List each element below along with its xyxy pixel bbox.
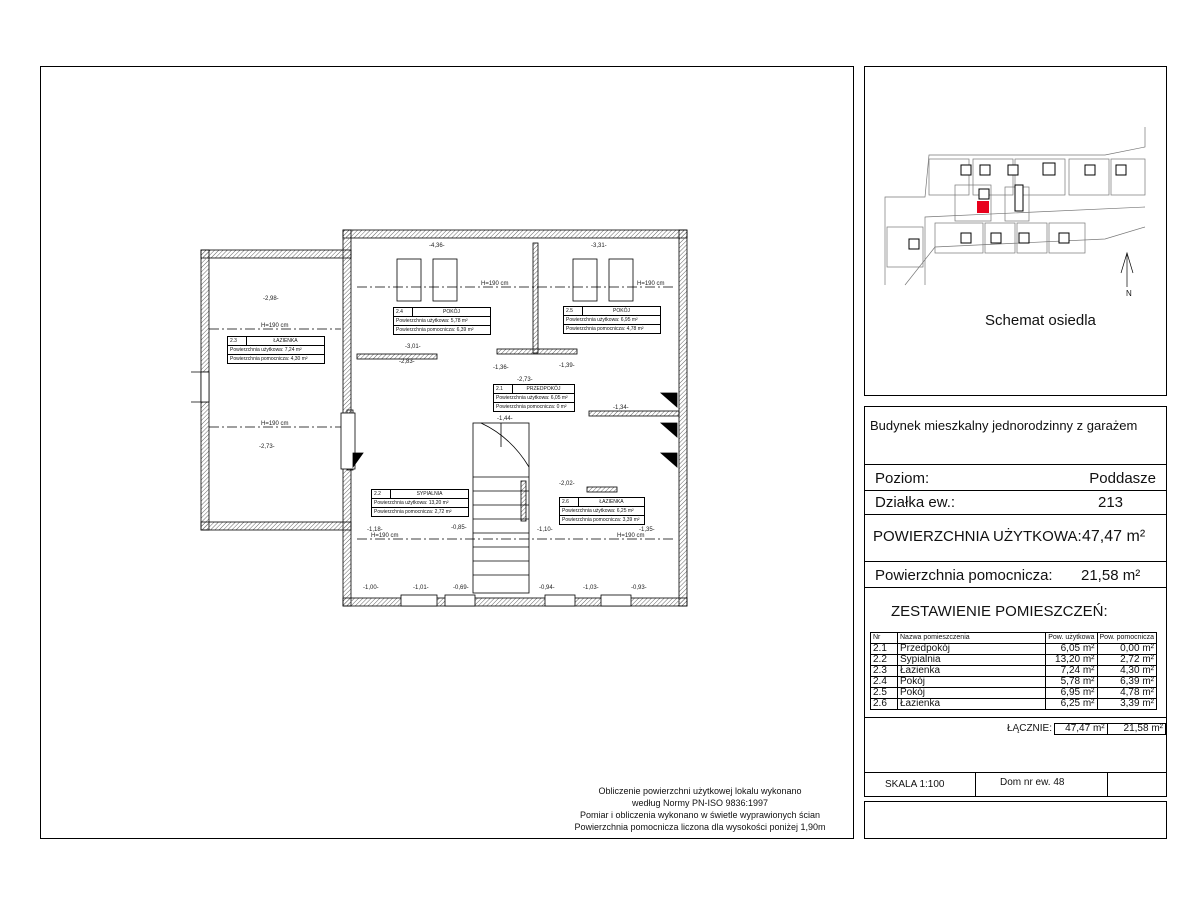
- note-line: Pomiar i obliczenia wykonano w świetle wyprawionych ścian: [579, 810, 821, 820]
- table-cell: 4,78 m²: [1097, 688, 1156, 699]
- auxiliary-area-label: Powierzchnia pomocnicza:: [875, 567, 1053, 584]
- scale-separator: [975, 772, 976, 797]
- plot-label: Działka ew.:: [875, 494, 956, 511]
- table-cell: Sypialnia: [898, 655, 1046, 666]
- table-cell: 6,05 m²: [1046, 644, 1097, 655]
- house-number: Dom nr ew. 48: [1000, 777, 1065, 788]
- column-header: Nr: [871, 633, 898, 644]
- floor-plan-frame: [40, 66, 854, 839]
- level-value: Poddasze: [1089, 470, 1156, 487]
- dimension-label: -0,93-: [631, 585, 647, 591]
- table-cell: 5,78 m²: [1046, 677, 1097, 688]
- table-cell: 6,95 m²: [1046, 688, 1097, 699]
- height-label: H=190 cm: [261, 421, 289, 427]
- total-auxiliary: 21,58 m²: [1107, 724, 1165, 735]
- table-cell: 2.5: [871, 688, 898, 699]
- table-cell: 7,24 m²: [1046, 666, 1097, 677]
- dimension-label: -1,36-: [493, 365, 509, 371]
- divider: [865, 717, 1166, 718]
- note-line: według Normy PN-ISO 9836:1997: [631, 798, 769, 808]
- room-table: [870, 632, 1157, 710]
- dimension-label: -1,35-: [639, 527, 655, 533]
- room-label-2-6: 2.6 ŁAZIENKA Powierzchnia użytkowa: 6,25 m² Powierzchnia pomocnicza: 3,39 m²: [559, 497, 645, 525]
- table-cell: Pokój: [898, 688, 1046, 699]
- site-map-frame: [864, 66, 1167, 396]
- divider: [865, 561, 1166, 562]
- level-label: Poziom:: [875, 470, 930, 487]
- table-cell: 2.1: [871, 644, 898, 655]
- north-label: N: [1126, 289, 1132, 298]
- dimension-label: -1,34-: [613, 405, 629, 411]
- dimension-label: -1,01-: [413, 585, 429, 591]
- table-cell: 2.4: [871, 677, 898, 688]
- usable-area-label: POWIERZCHNIA UŻYTKOWA:: [873, 528, 1082, 545]
- dimension-label: -2,73-: [517, 377, 533, 383]
- building-title: Budynek mieszkalny jednorodzinny z garażem: [870, 418, 1138, 433]
- calculation-note: [555, 785, 845, 833]
- table-cell: Łazienka: [898, 666, 1046, 677]
- height-label: H=190 cm: [637, 281, 665, 287]
- divider: [865, 514, 1166, 515]
- dimension-label: -1,03-: [583, 585, 599, 591]
- room-label-2-3: 2.3 ŁAZIENKA Powierzchnia użytkowa: 7,24 m² Powierzchnia pomocnicza: 4,30 m²: [227, 336, 325, 364]
- table-row: [871, 666, 1157, 677]
- room-label-2-2: 2.2 SYPIALNIA Powierzchnia użytkowa: 13,20 m² Powierzchnia pomocnicza: 2,72 m²: [371, 489, 469, 517]
- dimension-label: -0,85-: [451, 525, 467, 531]
- note-line: Obliczenie powierzchni użytkowej lokalu wykonano: [598, 786, 802, 796]
- table-row: [871, 644, 1157, 655]
- total-label: ŁĄCZNIE:: [1007, 723, 1053, 734]
- dimension-label: -1,39-: [559, 363, 575, 369]
- scale-separator: [1107, 772, 1108, 797]
- room-list-title: ZESTAWIENIE POMIESZCZEŃ:: [891, 603, 1108, 620]
- table-header-row: [871, 633, 1157, 644]
- dimension-label: -2,73-: [259, 444, 275, 450]
- dimension-label: -2,98-: [263, 296, 279, 302]
- table-cell: 4,30 m²: [1097, 666, 1156, 677]
- table-cell: 2.3: [871, 666, 898, 677]
- divider: [865, 490, 1166, 491]
- totals-table: [1005, 723, 1166, 735]
- divider: [865, 772, 1166, 773]
- total-usable: 47,47 m²: [1055, 724, 1108, 735]
- table-row: [871, 655, 1157, 666]
- table-cell: Łazienka: [898, 699, 1046, 710]
- table-cell: 2.6: [871, 699, 898, 710]
- column-header: Pow. pomocnicza: [1097, 633, 1156, 644]
- dimension-label: -3,01-: [405, 344, 421, 350]
- footer-frame: [864, 801, 1167, 839]
- divider: [865, 587, 1166, 588]
- dimension-label: -1,18-: [367, 527, 383, 533]
- table-row: [871, 688, 1157, 699]
- table-cell: Przedpokój: [898, 644, 1046, 655]
- dimension-label: -0,69-: [453, 585, 469, 591]
- title-block-frame: [864, 406, 1167, 797]
- height-label: H=190 cm: [371, 533, 399, 539]
- auxiliary-area-value: 21,58 m²: [1081, 567, 1141, 584]
- site-plan-sketch: [865, 67, 1166, 395]
- table-cell: 3,39 m²: [1097, 699, 1156, 710]
- table-cell: 2.2: [871, 655, 898, 666]
- room-label-2-4: 2.4 POKÓJ Powierzchnia użytkowa: 5,78 m² Powierzchnia pomocnicza: 6,39 m²: [393, 307, 491, 335]
- room-label-2-1: 2.1 PRZEDPOKÓJ Powierzchnia użytkowa: 6,05 m² Powierzchnia pomocnicza: 0 m²: [493, 384, 575, 412]
- dimension-label: -1,00-: [363, 585, 379, 591]
- totals-row: [1005, 724, 1166, 735]
- divider: [865, 464, 1166, 465]
- table-cell: 6,39 m²: [1097, 677, 1156, 688]
- height-label: H=190 cm: [617, 533, 645, 539]
- floor-plan-drawing: [41, 67, 853, 838]
- table-cell: 6,25 m²: [1046, 699, 1097, 710]
- dimension-label: -1,10-: [537, 527, 553, 533]
- table-cell: 13,20 m²: [1046, 655, 1097, 666]
- dimension-label: -0,94-: [539, 585, 555, 591]
- table-cell: 2,72 m²: [1097, 655, 1156, 666]
- map-caption: Schemat osiedla: [985, 312, 1096, 329]
- usable-area-value: 47,47 m²: [1082, 528, 1146, 545]
- column-header: Pow. użytkowa: [1046, 633, 1097, 644]
- table-cell: 0,00 m²: [1097, 644, 1156, 655]
- dimension-label: -4,36-: [429, 243, 445, 249]
- table-row: [871, 699, 1157, 710]
- dimension-label: -1,44-: [497, 416, 513, 422]
- column-header: Nazwa pomieszczenia: [898, 633, 1046, 644]
- scale-label: SKALA 1:100: [885, 779, 945, 790]
- dimension-label: -2,02-: [559, 481, 575, 487]
- plot-value: 213: [1098, 494, 1124, 511]
- dimension-label: -3,31-: [591, 243, 607, 249]
- table-row: [871, 677, 1157, 688]
- height-label: H=190 cm: [261, 323, 289, 329]
- note-line: Powierzchnia pomocnicza liczona dla wysokości poniżej 1,90m: [574, 822, 826, 832]
- table-cell: Pokój: [898, 677, 1046, 688]
- highlighted-plot: [977, 201, 989, 213]
- room-label-2-5: 2.5 POKÓJ Powierzchnia użytkowa: 6,95 m² Powierzchnia pomocnicza: 4,78 m²: [563, 306, 661, 334]
- dimension-label: -2,83-: [399, 359, 415, 365]
- height-label: H=190 cm: [481, 281, 509, 287]
